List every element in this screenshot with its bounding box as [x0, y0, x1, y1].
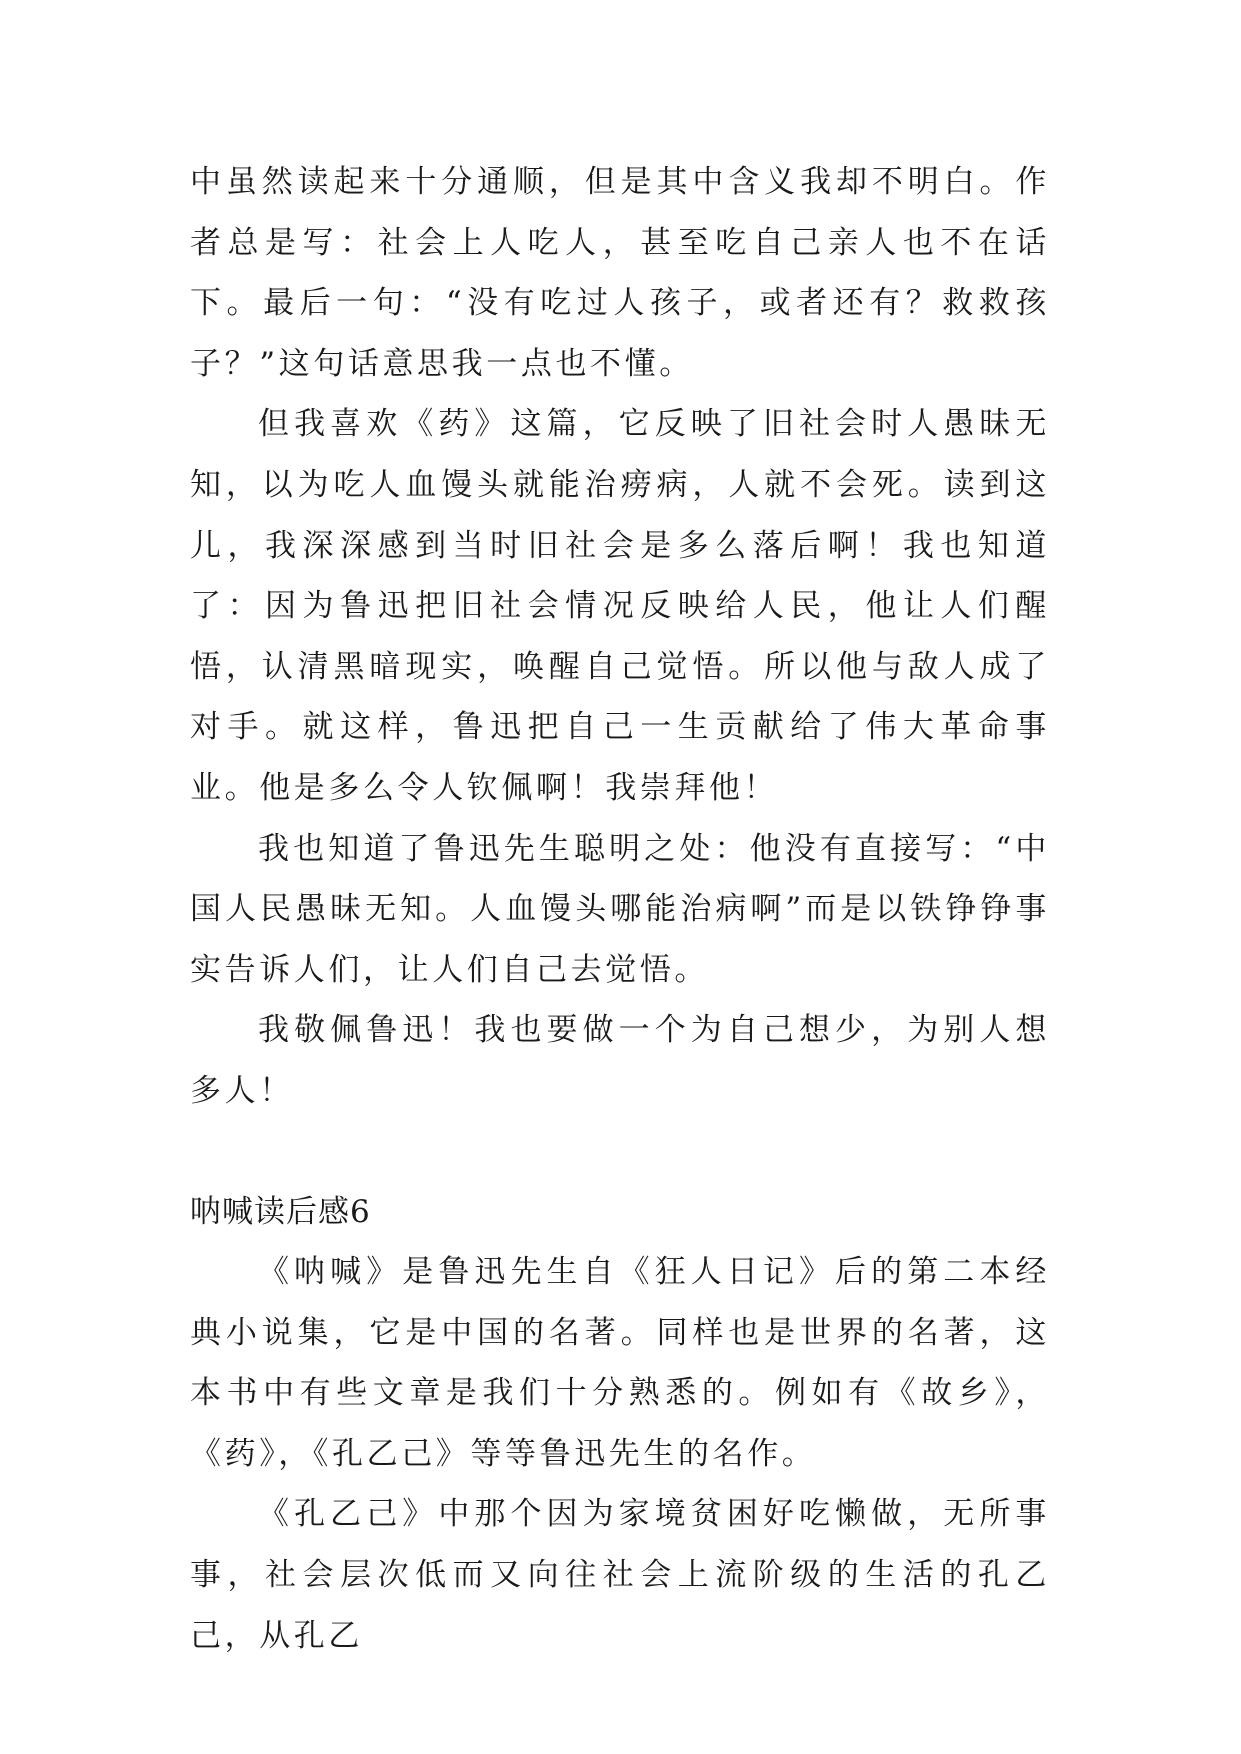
paragraph-3: 我也知道了鲁迅先生聪明之处：他没有直接写：“中国人民愚昧无知。人血馒头哪能治病啊”而是以铁铮铮事实告诉人们，让人们自己去觉悟。	[190, 830, 1050, 988]
paragraph-2: 但我喜欢《药》这篇，它反映了旧社会时人愚昧无知，以为吃人血馒头就能治痨病，人就不会死。读到这儿，我深深感到当时旧社会是多么落后啊！我也知道了：因为鲁迅把旧社会情况反映给人民，他让人们醒悟，认清黑暗现实，唤醒自己觉悟。所以他与敌人成了对手。就这样，鲁迅把自己一生贡献给了伟大革命事业。他是多么令人钦佩啊！我崇拜他！	[190, 406, 1050, 806]
paragraph-4: 我敬佩鲁迅！我也要做一个为自己想少，为别人想多人！	[190, 1012, 1050, 1109]
section-heading: 呐喊读后感6	[190, 1193, 371, 1230]
paragraph-1: 中虽然读起来十分通顺，但是其中含义我却不明白。作者总是写：社会上人吃人，甚至吃自己亲人也不在话下。最后一句：“没有吃过人孩子，或者还有？救救孩子？”这句话意思我一点也不懂。	[190, 164, 1050, 382]
paragraph-5: 《呐喊》是鲁迅先生自《狂人日记》后的第二本经典小说集，它是中国的名著。同样也是世界的名著，这本书中有些文章是我们十分熟悉的。例如有《故乡》，《药》，《孔乙己》等等鲁迅先生的名作。	[190, 1254, 1050, 1472]
paragraph-6: 《孔乙己》中那个因为家境贫困好吃懒做，无所事事，社会层次低而又向往社会上流阶级的生活的孔乙己，从孔乙	[190, 1496, 1050, 1654]
document-page	[190, 152, 1050, 1666]
